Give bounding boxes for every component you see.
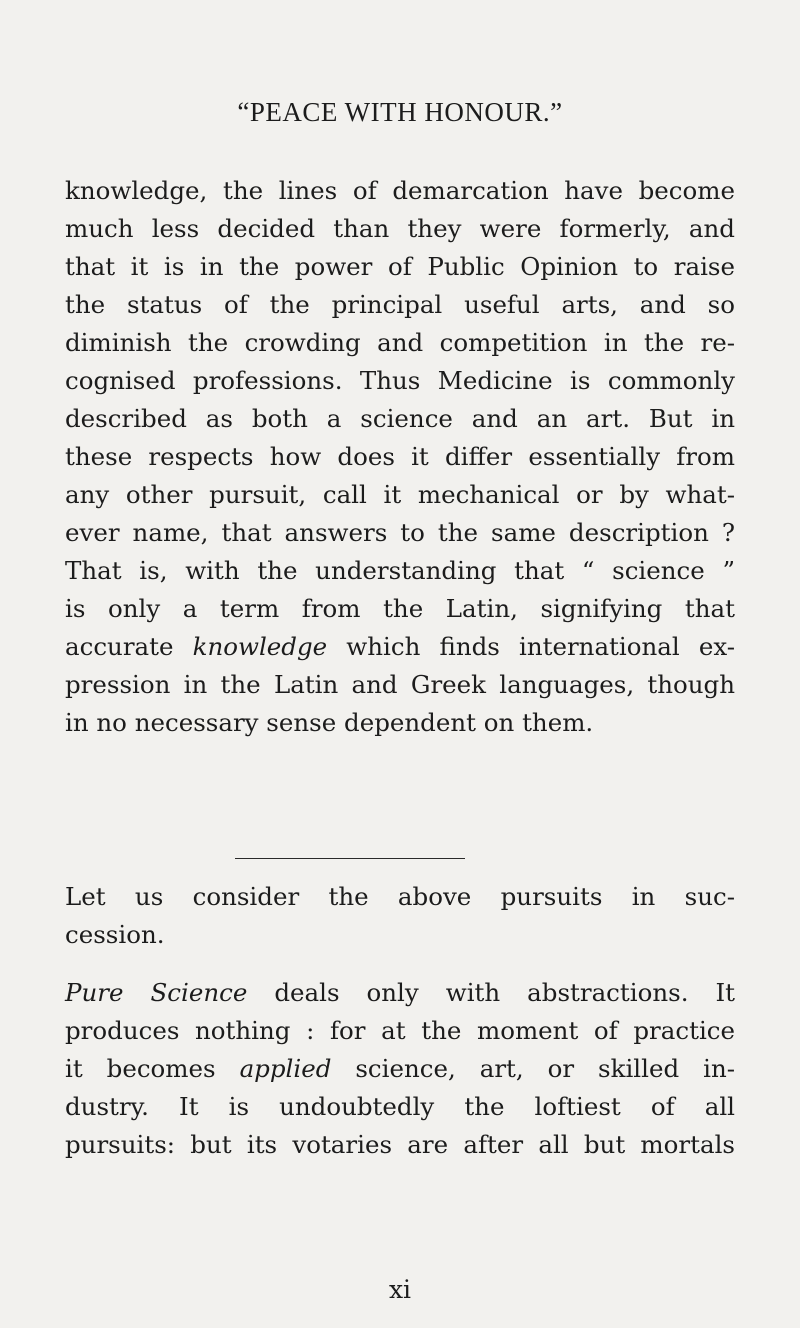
text-line: cognised professions. Thus Medicine is commonly [65, 366, 735, 395]
italic-pure-science: Pure Science [65, 978, 248, 1007]
text-run: it becomes [65, 1054, 240, 1083]
text-line [65, 628, 735, 666]
text-line: the status of the principal useful arts, and so [65, 290, 735, 319]
text-line: That is, with the understanding that “ science ” [65, 556, 735, 585]
paragraph-1 [65, 172, 735, 742]
paragraph-2 [65, 878, 735, 954]
text-line: knowledge, the lines of demarcation have become [65, 176, 735, 205]
text-line: that it is in the power of Public Opinion to raise [65, 252, 735, 281]
text-line: cession. [65, 920, 165, 949]
section-divider [235, 858, 465, 859]
text-line: pursuits: but its votaries are after all but mortals [65, 1130, 735, 1159]
text-line: dustry. It is undoubtedly the loftiest of all [65, 1092, 735, 1121]
text-line: is only a term from the Latin, signifying that [65, 594, 735, 623]
text-run: deals only with abstractions. It [247, 978, 735, 1007]
running-head: “PEACE WITH HONOUR.” [237, 97, 563, 127]
page-number: xi [388, 1275, 412, 1304]
text-run: accurate [65, 632, 193, 661]
text-line: in no necessary sense dependent on them. [65, 708, 594, 737]
text-line: much less decided than they were formerly, and [65, 214, 735, 243]
text-line [65, 974, 735, 1012]
paragraph-3 [65, 974, 735, 1164]
italic-knowledge: knowledge [192, 632, 328, 661]
text-line: described as both a science and an art. But in [65, 404, 735, 433]
text-run: which finds international ex- [327, 632, 735, 661]
text-line: ever name, that answers to the same description ? [65, 518, 735, 547]
text-line: diminish the crowding and competition in the re- [65, 328, 735, 357]
text-line: any other pursuit, call it mechanical or by what- [65, 480, 735, 509]
text-line [65, 1050, 735, 1088]
text-run: science, art, or skilled in- [331, 1054, 735, 1083]
italic-applied: applied [239, 1054, 332, 1083]
text-line: Let us consider the above pursuits in suc- [65, 882, 735, 911]
text-line: produces nothing : for at the moment of practice [65, 1016, 735, 1045]
text-line: pression in the Latin and Greek languages, though [65, 670, 735, 699]
text-line: these respects how does it differ essentially from [65, 442, 735, 471]
